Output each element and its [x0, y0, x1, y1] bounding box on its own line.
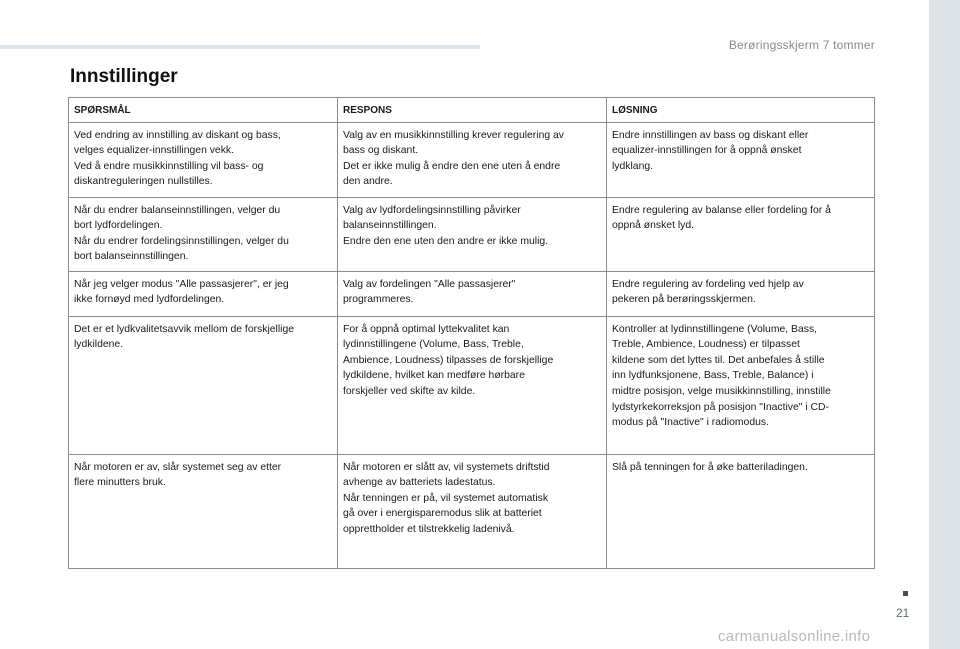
header-rule: [0, 45, 480, 49]
troubleshooting-table: [68, 97, 875, 569]
response-cell: Valg av en musikkinnstilling krever regulering av bass og diskant. Det er ikke mulig å endre den ene uten å endre den andre.: [338, 122, 607, 197]
table-header-row: [69, 98, 875, 123]
solution-cell: Endre innstillingen av bass og diskant eller equalizer-innstillingen for å oppnå ønsket lydklang.: [607, 122, 875, 197]
question-cell: Ved endring av innstilling av diskant og bass, velges equalizer-innstillingen vekk. Ved å endre musikkinnstilling vil bass- og diskantreguleringen nullstilles.: [69, 122, 338, 197]
page-marker-dot: [903, 591, 908, 596]
column-header-solution: LØSNING: [607, 98, 875, 123]
column-header-question: SPØRSMÅL: [69, 98, 338, 123]
question-cell: Det er et lydkvalitetsavvik mellom de forskjellige lydkildene.: [69, 316, 338, 454]
solution-cell: Endre regulering av fordeling ved hjelp av pekeren på berøringsskjermen.: [607, 271, 875, 316]
table-row: [69, 271, 875, 316]
solution-cell: Slå på tenningen for å øke batteriladingen.: [607, 454, 875, 568]
response-cell: Når motoren er slått av, vil systemets driftstid avhenge av batteriets ladestatus. Når tenningen er på, vil systemet automatisk gå over i energisparemodus slik at batteriet opprettholder et tilstrekkelig ladenivå.: [338, 454, 607, 568]
table-row: [69, 122, 875, 197]
table-row: [69, 197, 875, 271]
page-title: Innstillinger: [70, 66, 178, 87]
solution-cell: Kontroller at lydinnstillingene (Volume, Bass, Treble, Ambience, Loudness) er tilpasset kildene som det lyttes til. Det anbefales å stille inn lydfunksjonene, Bass, Treble, Balance) i midtre posisjon, velge musikkinnstilling, innstille lydstyrkekorreksjon på posisjon "Inactive" i CD- modus på "Inactive" i radiomodus.: [607, 316, 875, 454]
column-header-response: RESPONS: [338, 98, 607, 123]
response-cell: For å oppnå optimal lyttekvalitet kan lydinnstillingene (Volume, Bass, Treble, Ambience, Loudness) tilpasses de forskjellige lydkildene, hvilket kan medføre hørbare forskjeller ved skifte av kilde.: [338, 316, 607, 454]
running-header: Berøringsskjerm 7 tommer: [728, 38, 875, 52]
question-cell: Når jeg velger modus "Alle passasjerer", er jeg ikke fornøyd med lydfordelingen.: [69, 271, 338, 316]
question-cell: Når du endrer balanseinnstillingen, velger du bort lydfordelingen. Når du endrer fordelingsinnstillingen, velger du bort balanseinnstillingen.: [69, 197, 338, 271]
table-row: [69, 454, 875, 568]
question-cell: Når motoren er av, slår systemet seg av etter flere minutters bruk.: [69, 454, 338, 568]
side-margin-band: [929, 0, 960, 649]
response-cell: Valg av fordelingen "Alle passasjerer" programmeres.: [338, 271, 607, 316]
watermark-text[interactable]: carmanualsonline.info: [718, 628, 871, 645]
solution-cell: Endre regulering av balanse eller fordeling for å oppnå ønsket lyd.: [607, 197, 875, 271]
page-number: 21: [896, 606, 910, 620]
table-row: [69, 316, 875, 454]
response-cell: Valg av lydfordelingsinnstilling påvirker balanseinnstillingen. Endre den ene uten den andre er ikke mulig.: [338, 197, 607, 271]
